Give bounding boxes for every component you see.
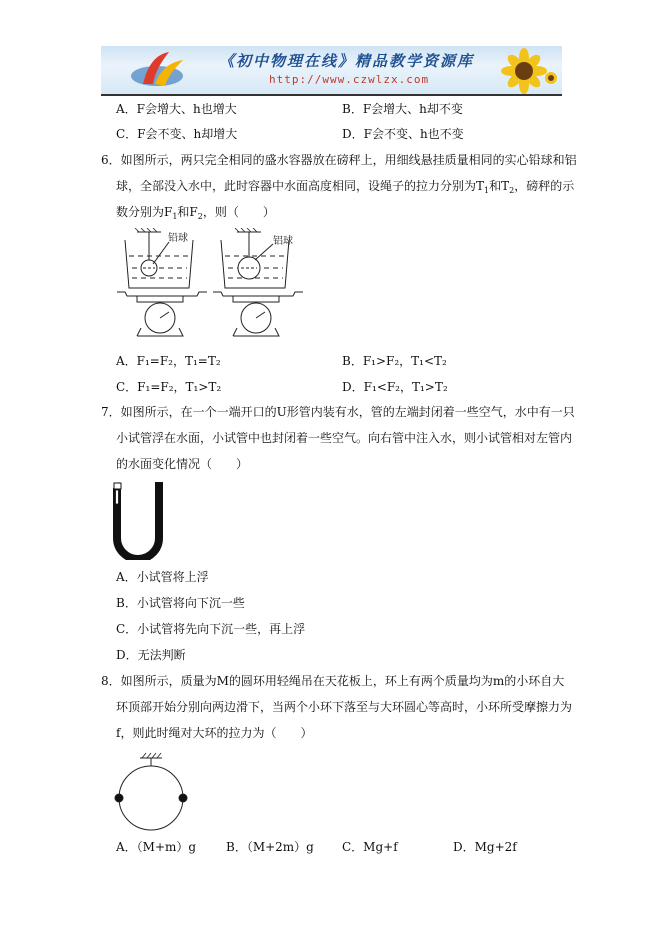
q6-stem-line1: 6．如图所示，两只完全相同的盛水容器放在磅秤上，用细线悬挂质量相同的实心铅球和铝 — [101, 153, 577, 167]
q6-stem-line3: 数分别为$F_1$和$F_2$，则（ ） — [116, 205, 275, 221]
q5-option-c: C．F会不变、h却增大 — [116, 127, 238, 141]
q6-option-d: D．F₁<F₂，T₁>T₂ — [342, 380, 448, 394]
q6-stem-line2: 球，全部没入水中，此时容器中水面高度相同，设绳子的拉力分别为$T_1$和$T_2$，磅秤的示 — [116, 179, 575, 195]
q8-stem-line1: 8．如图所示，质量为M的圆环用轻绳吊在天花板上，环上有两个质量均为m的小环自大 — [101, 674, 565, 688]
q6-option-b: B．F₁>F₂，T₁<T₂ — [342, 354, 447, 368]
q8-option-c: C．Mg+f — [342, 840, 398, 854]
q8-option-b: B．（M+2m）g — [226, 840, 314, 854]
q8-stem-line2: 环顶部开始分别向两边滑下，当两个小环下落至与大环圆心等高时，小环所受摩擦力为 — [116, 700, 573, 714]
q6-label-lead-ball: 铅球 — [168, 233, 188, 244]
q5-option-d: D．F会不变、h也不变 — [342, 127, 464, 141]
q7-stem-line2: 小试管浮在水面，小试管中也封闭着一些空气。向右管中注入水，则小试管相对左管内 — [116, 431, 573, 445]
header-url[interactable]: http://www.czwlzx.com — [269, 73, 430, 86]
q7-stem-line3: 的水面变化情况（ ） — [116, 457, 249, 471]
q7-figure-u-tube — [113, 480, 163, 560]
header-title: 《初中物理在线》精品教学资源库 — [219, 52, 475, 70]
q7-option-b: B．小试管将向下沉一些 — [116, 596, 245, 610]
q5-option-b: B．F会增大、h却不变 — [342, 102, 463, 116]
sunflower-icon — [489, 48, 559, 94]
q6-option-a: A．F₁=F₂，T₁=T₂ — [116, 354, 221, 368]
header-banner — [101, 46, 562, 96]
logo-icon — [129, 50, 189, 90]
q8-figure-hanging-ring — [112, 752, 192, 842]
q8-stem-line3: f，则此时绳对大环的拉力为（ ） — [116, 726, 313, 740]
q7-stem-line1: 7．如图所示，在一个一端开口的U形管内装有水，管的左端封闭着一些空气，水中有一只 — [101, 405, 575, 419]
q6-label-aluminum-ball: 铝球 — [273, 236, 293, 247]
q6-option-c: C．F₁=F₂，T₁>T₂ — [116, 380, 222, 394]
q7-option-a: A．小试管将上浮 — [116, 570, 209, 584]
q7-option-d: D．无法判断 — [116, 648, 186, 662]
q8-option-a: A．（M+m）g — [116, 840, 197, 854]
q7-option-c: C．小试管将先向下沉一些，再上浮 — [116, 622, 306, 636]
q5-option-a: A．F会增大、h也增大 — [116, 102, 237, 116]
q8-option-d: D．Mg+2f — [453, 840, 517, 854]
